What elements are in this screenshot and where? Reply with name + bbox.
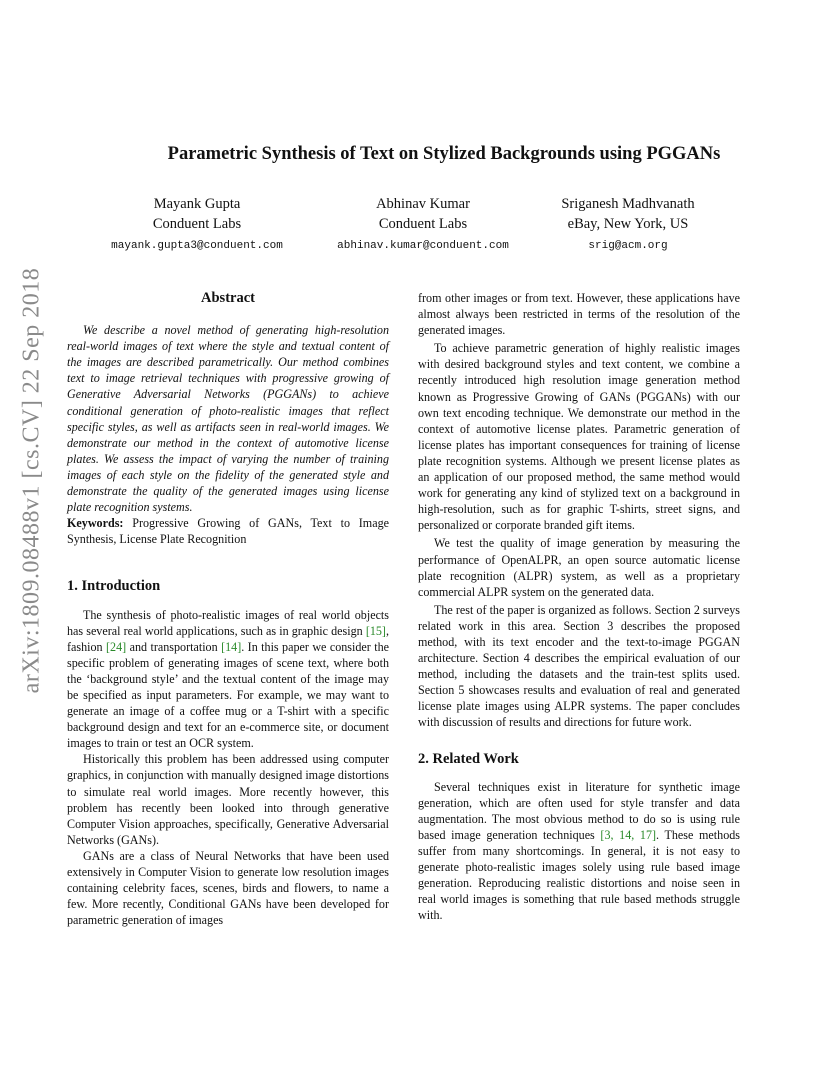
author-block-3: [508, 194, 748, 256]
intro-paragraph-2: Historically this problem has been addressed using computer graphics, in conjunction with manually designed image distortions to simulate real world images. More recently however, this problem has recently been looked into through generative Computer Vision approaches, specifically, Generative Adversarial Networks (GANs).: [67, 752, 389, 847]
author-block-1: [77, 194, 317, 256]
author-email: srig@acm.org: [588, 240, 668, 252]
author-affiliation: Conduent Labs: [378, 216, 468, 232]
author-email: mayank.gupta3@conduent.com: [111, 240, 283, 252]
author-affiliation: Conduent Labs: [152, 216, 242, 232]
right-column: [418, 290, 740, 923]
related-paragraph-1: Several techniques exist in literature for synthetic image generation, which are often used for style transfer and data augmentation. The most obvious method to do so is using rule based image generation techniques [3, 14, 17]. These methods suffer from many shortcomings. In general, it is not easy to generate photo-realistic images solely using rule based image generation. Reproducing realistic distortions and noise seen in real world images is something that rule based methods struggle with.: [418, 779, 740, 923]
citation-link[interactable]: [24]: [106, 639, 127, 654]
citation-link[interactable]: [14]: [221, 639, 242, 654]
intro-paragraph-4: To achieve parametric generation of highly realistic images with desired background styles and text content, we combine a recently introduced high resolution image generation method known as Progressive Growing of GANs (PGGANs) with our own text encoding technique. We demonstrate our method in the context of automotive license plates. Parametric generation of license plates has important consequences for training of license plate recognition systems. Although we present license plates as an application of our proposed method, the same method would work for generating any kind of stylized text on a background in high-resolution, such as for graphic T-shirts, street signs, and personalized or corporate branded gift items.: [418, 341, 740, 533]
author-name: Sriganesh Madhvanath: [561, 196, 695, 212]
citation-link[interactable]: [15]: [365, 623, 386, 638]
keywords-text: Progressive Growing of GANs, Text to Image Synthesis, License Plate Recognition: [67, 516, 389, 547]
intro-paragraph-3-continued: from other images or from text. However, these applications have almost always been restricted in terms of the resolution of the generated images.: [418, 291, 740, 338]
abstract-heading: Abstract: [201, 290, 255, 306]
section-heading-related-work: 2. Related Work: [418, 750, 519, 767]
intro-paragraph-5: We test the quality of image generation by measuring the performance of OpenALPR, an open source automatic license plate recognition (ALPR) system, as well as a proprietary commercial ALPR system on the generated data.: [418, 536, 740, 599]
author-name: Abhinav Kumar: [376, 196, 470, 212]
paper-title: Parametric Synthesis of Text on Stylized Backgrounds using PGGANs: [167, 144, 721, 164]
author-block-2: [303, 194, 543, 256]
section-heading-introduction: 1. Introduction: [67, 578, 161, 595]
intro-paragraph-6: The rest of the paper is organized as follows. Section 2 surveys related work in this area. Section 3 describes the proposed method, with its text encoder and the text-to-image PGGAN architecture. Section 4 describes the empirical evaluation of our method, including the datasets and the train-test splits used. Section 5 showcases results and evaluation of real and generated license plate images using ALPR systems. The paper concludes with discussion of results and directions for future work.: [418, 602, 740, 730]
intro-paragraph-1: The synthesis of photo-realistic images of real world objects has several real world applications, such as in graphic design [15], fashion [24] and transportation [14]. In this paper we consider the specific problem of generating images of scene text, where both the ‘background style’ and the textual content of the image may be specified as input parameters. For example, we may want to generate an image of a coffee mug or a T-shirt with a specific background design and text for an e-commerce site, or document images to train or test an OCR system.: [67, 607, 390, 751]
author-affiliation: eBay, New York, US: [567, 216, 689, 232]
keywords-label: Keywords:: [67, 516, 124, 531]
arxiv-id-text: arXiv:1809.08488v1 [cs.CV] 22 Sep 2018: [18, 267, 45, 693]
author-name: Mayank Gupta: [153, 196, 241, 212]
keywords: [67, 515, 389, 547]
author-email: abhinav.kumar@conduent.com: [337, 240, 509, 252]
citation-link[interactable]: [3, 14, 17]: [600, 827, 657, 842]
left-column: [67, 290, 389, 928]
arxiv-identifier-stamp: [12, 267, 52, 693]
abstract-text: We describe a novel method of generating high-resolution real-world images of text where the style and textual content of the images are described parametrically. Our method combines text to image retrieval techniques with progressive growing of Generative Adversarial Networks (PGGANs) to achieve conditional generation of photo-realistic images that reflect specific styles, as well as artifacts seen in real-world images. We demonstrate our method in the context of automotive license plates. We assess the impact of varying the number of training images of each style on the fidelity of the generated style and demonstrate the quality of the generated images using license plate recognition systems.: [67, 323, 389, 515]
intro-paragraph-3: GANs are a class of Neural Networks that have been used extensively in Computer Vision to generate low resolution images containing celebrity faces, scenes, birds and flowers, to name a few. More recently, Conditional GANs have been developed for parametric generation of images: [67, 848, 389, 928]
